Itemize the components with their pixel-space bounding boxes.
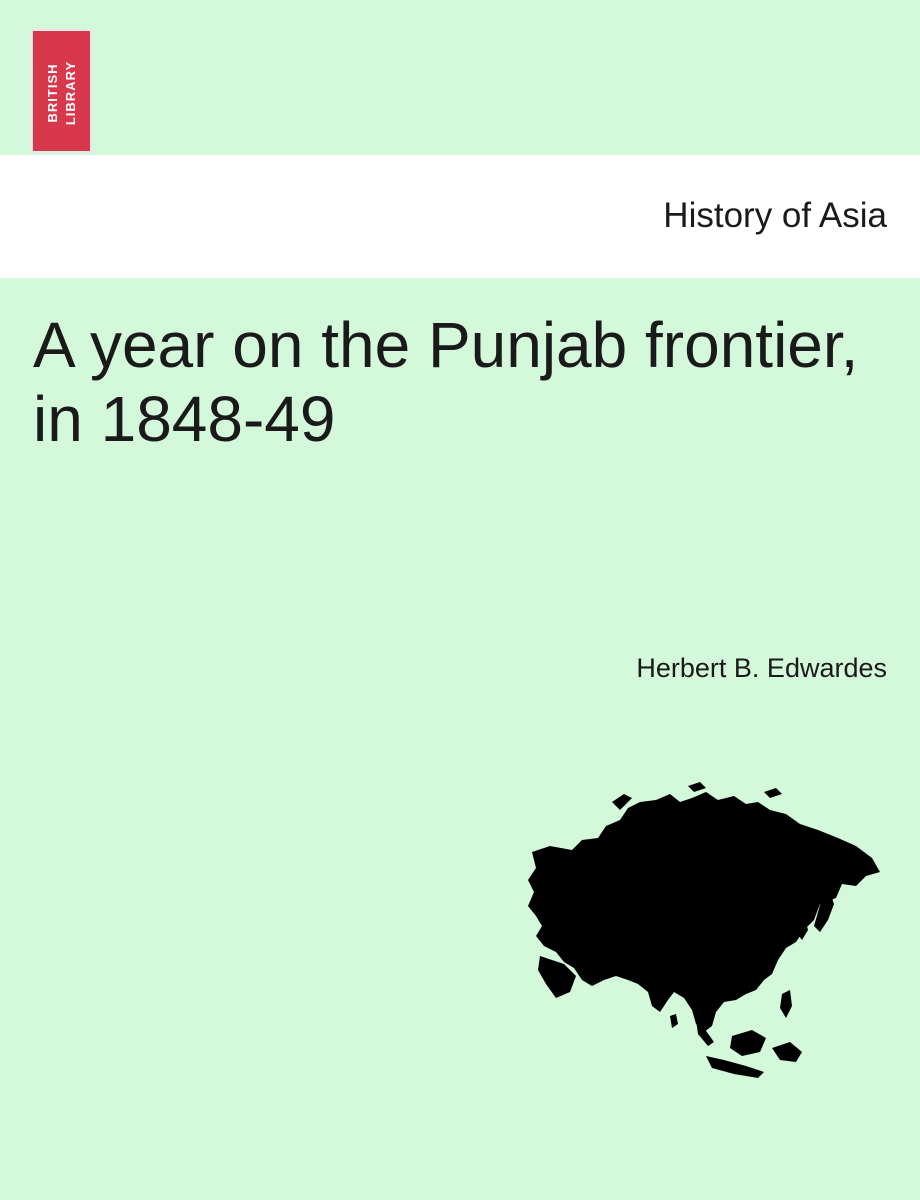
british-library-logo: [31, 29, 92, 153]
book-title: A year on the Punjab frontier, in 1848-49: [33, 309, 859, 455]
svg-text:BRITISH: BRITISH: [45, 63, 60, 123]
british-library-logo-text: [33, 31, 94, 155]
book-author: Herbert B. Edwardes: [636, 653, 887, 683]
asia-map-icon: [520, 780, 890, 1100]
series-title: History of Asia: [663, 196, 887, 235]
svg-text:LIBRARY: LIBRARY: [63, 60, 78, 126]
